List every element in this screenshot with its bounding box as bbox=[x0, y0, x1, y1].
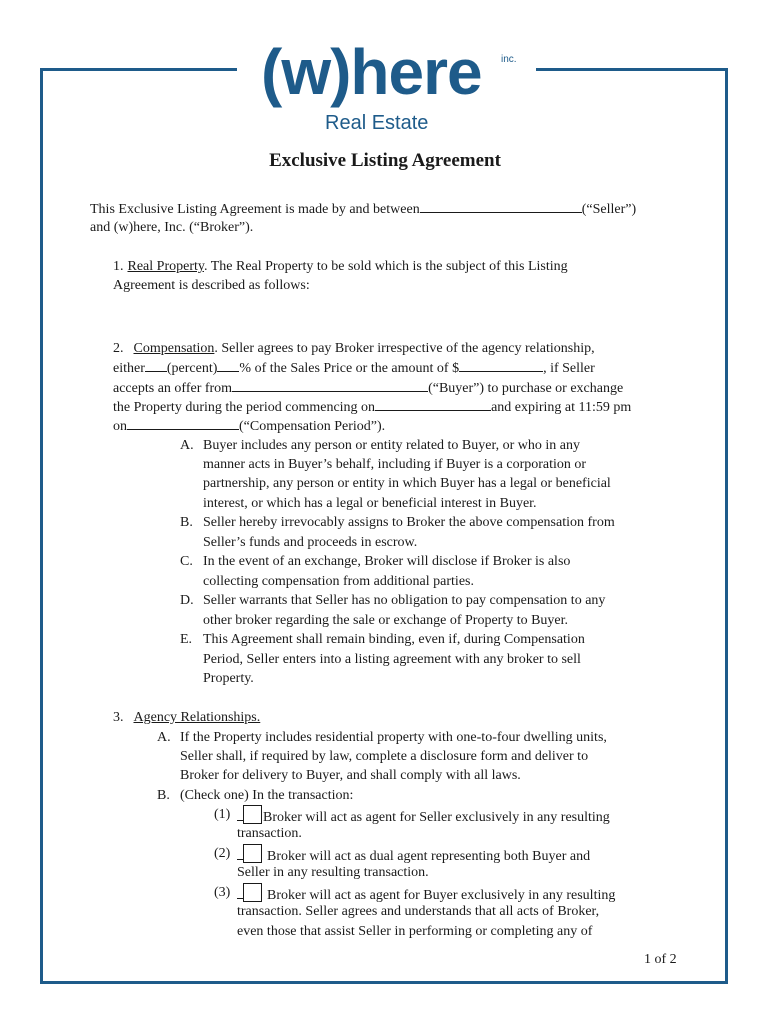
item-2e-letter: E. bbox=[180, 632, 193, 647]
section-2-line-2 bbox=[113, 358, 595, 379]
item-2b-line-1: Seller hereby irrevocably assigns to Broker the above compensation from bbox=[203, 515, 615, 530]
page-number: 1 of 2 bbox=[644, 952, 677, 967]
expiring-date-blank[interactable] bbox=[127, 416, 239, 430]
text: Broker will act as agent for Seller exclusively in any resulting bbox=[263, 810, 610, 825]
seller-name-blank[interactable] bbox=[420, 199, 582, 213]
item-2d-letter: D. bbox=[180, 593, 194, 608]
commencing-date-blank[interactable] bbox=[375, 397, 491, 411]
text: (“Compensation Period”). bbox=[239, 419, 386, 434]
item-2e-line-1: This Agreement shall remain binding, even if, during Compensation bbox=[203, 632, 585, 647]
text: on bbox=[113, 419, 127, 434]
text: either bbox=[113, 361, 145, 376]
item-3a-line-3: Broker for delivery to Buyer, and shall comply with all laws. bbox=[180, 768, 521, 783]
section-2-line-5 bbox=[113, 416, 385, 437]
text: (percent) bbox=[166, 361, 218, 376]
item-2d-line-1: Seller warrants that Seller has no obligation to pay compensation to any bbox=[203, 593, 606, 608]
item-2b-letter: B. bbox=[180, 515, 193, 530]
section-1-text: . The Real Property to be sold which is the subject of this Listing bbox=[203, 259, 568, 274]
section-2-line-3 bbox=[113, 378, 623, 399]
text: (“Buyer”) to purchase or exchange bbox=[428, 381, 624, 396]
item-2c-line-1: In the event of an exchange, Broker will disclose if Broker is also bbox=[203, 554, 571, 569]
item-2a-line-4: interest, or which has a legal or beneficial interest in Buyer. bbox=[203, 496, 537, 511]
section-2-text: . Seller agrees to pay Broker irrespective of the agency relationship, bbox=[214, 341, 595, 356]
option-1-line-2: transaction. bbox=[237, 826, 302, 841]
item-2a-line-1: Buyer includes any person or entity related to Buyer, or who in any bbox=[203, 438, 580, 453]
section-1-heading: Real Property bbox=[127, 259, 204, 274]
item-2c-letter: C. bbox=[180, 554, 193, 569]
text: Broker will act as agent for Buyer exclusively in any resulting bbox=[267, 888, 616, 903]
item-2a-letter: A. bbox=[180, 438, 194, 453]
text: accepts an offer from bbox=[113, 381, 233, 396]
item-2d-line-2: other broker regarding the sale or exchange of Property to Buyer. bbox=[203, 613, 569, 628]
item-2e-line-2: Period, Seller enters into a listing agreement with any broker to sell bbox=[203, 652, 581, 667]
section-1-line-1 bbox=[113, 257, 568, 277]
item-3a-line-1: If the Property includes residential property with one-to-four dwelling units, bbox=[180, 730, 607, 745]
section-2-number: 2. bbox=[113, 341, 124, 356]
section-3-number: 3. bbox=[113, 710, 124, 725]
logo-subtitle: Real Estate bbox=[325, 112, 429, 134]
option-1-number: (1) bbox=[214, 807, 231, 822]
intro-text: This Exclusive Listing Agreement is made by and between bbox=[90, 202, 420, 217]
item-3b-letter: B. bbox=[157, 788, 170, 803]
section-1-line-2: Agreement is described as follows: bbox=[113, 278, 310, 293]
text: Broker will act as dual agent representing both Buyer and bbox=[267, 849, 591, 864]
intro-seller-label: (“Seller”) bbox=[581, 202, 637, 217]
logo-inc: inc. bbox=[501, 54, 517, 65]
text: the Property during the period commencing on bbox=[113, 400, 376, 415]
section-2-heading: Compensation bbox=[133, 341, 215, 356]
percent-blank-2[interactable] bbox=[217, 358, 239, 372]
item-2b-line-2: Seller’s funds and proceeds in escrow. bbox=[203, 535, 418, 550]
item-2a-line-2: manner acts in Buyer’s behalf, including if Buyer is a corporation or bbox=[203, 457, 587, 472]
section-2-line-1 bbox=[113, 339, 595, 359]
option-1-checkbox[interactable] bbox=[243, 805, 262, 824]
section-3-line-1 bbox=[113, 708, 260, 728]
logo-wordmark: (w)here bbox=[261, 36, 482, 108]
option-3-number: (3) bbox=[214, 885, 231, 900]
item-2e-line-3: Property. bbox=[203, 671, 254, 686]
option-2-checkbox[interactable] bbox=[243, 844, 262, 863]
option-2-line-2: Seller in any resulting transaction. bbox=[237, 865, 429, 880]
item-3a-letter: A. bbox=[157, 730, 171, 745]
option-3-line-3: even those that assist Seller in performing or completing any of bbox=[237, 924, 593, 939]
item-2a-line-3: partnership, any person or entity in which Buyer has a legal or beneficial bbox=[203, 476, 611, 491]
item-3b-text: (Check one) In the transaction: bbox=[180, 788, 354, 803]
option-3-line-2: transaction. Seller agrees and understands that all acts of Broker, bbox=[237, 904, 600, 919]
buyer-name-blank[interactable] bbox=[232, 378, 428, 392]
document-title: Exclusive Listing Agreement bbox=[269, 150, 501, 171]
intro-line-2: and (w)here, Inc. (“Broker”). bbox=[90, 220, 254, 235]
item-3a-line-2: Seller shall, if required by law, complete a disclosure form and deliver to bbox=[180, 749, 589, 764]
text: , if Seller bbox=[543, 361, 595, 376]
section-3-heading: Agency Relationships. bbox=[133, 710, 261, 725]
section-1-number: 1. bbox=[113, 259, 124, 274]
amount-blank[interactable] bbox=[459, 358, 543, 372]
section-2-line-4 bbox=[113, 397, 631, 418]
item-2c-line-2: collecting compensation from additional parties. bbox=[203, 574, 474, 589]
option-3-checkbox[interactable] bbox=[243, 883, 262, 902]
intro-line-1 bbox=[90, 199, 636, 220]
percent-blank-1[interactable] bbox=[145, 358, 167, 372]
text: % of the Sales Price or the amount of $ bbox=[239, 361, 460, 376]
option-2-number: (2) bbox=[214, 846, 231, 861]
text: and expiring at 11:59 pm bbox=[491, 400, 632, 415]
company-logo bbox=[255, 32, 525, 140]
